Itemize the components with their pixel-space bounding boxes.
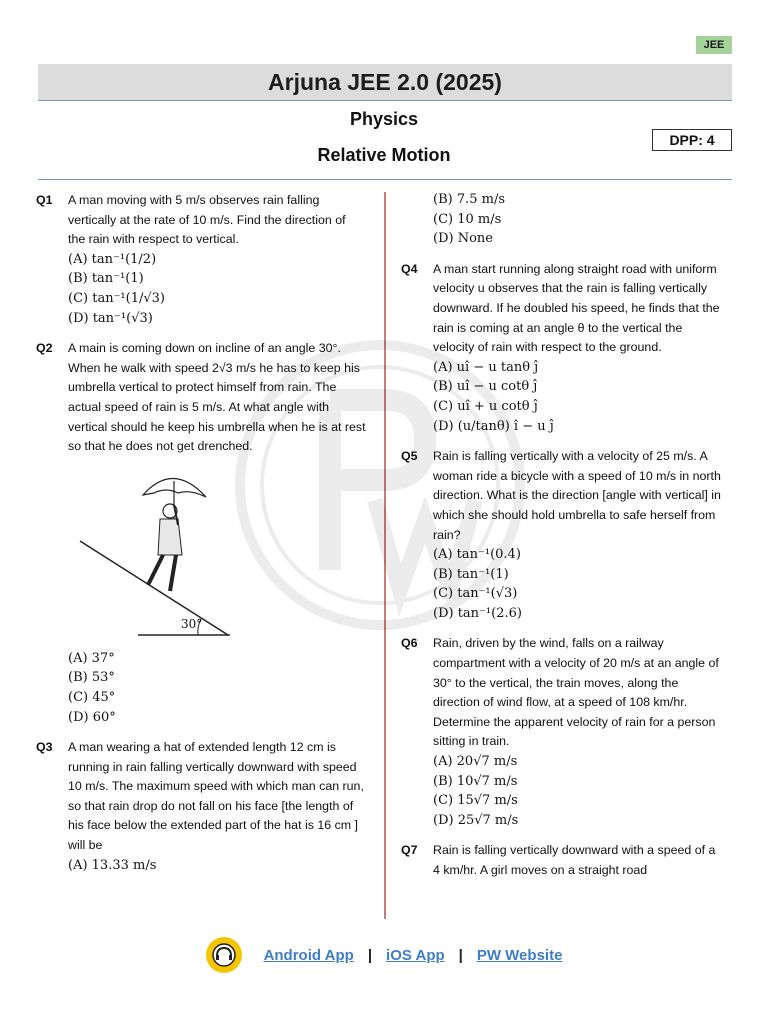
footer-separator: | — [367, 946, 373, 964]
android-app-link[interactable]: Android App — [263, 946, 354, 964]
option-a: (A) 37° — [68, 650, 115, 666]
incline-angle-label: 30° — [181, 616, 203, 631]
customer-service-icon — [206, 937, 242, 973]
question-number: Q2 — [36, 341, 53, 356]
question-number: Q7 — [401, 843, 418, 858]
subject-heading: Physics — [349, 109, 419, 129]
option-d: (D) 60° — [68, 709, 116, 725]
option-c: (C) 15√7 m/s — [433, 793, 518, 809]
footer-links — [0, 938, 768, 972]
option-b: (B) uî − u cotθ ĵ — [433, 379, 538, 395]
question-text: Rain is falling vertically with a velocity of 25 m/s. A woman ride a bicycle with a speed of 10 m/s in north direction. What is the direction [angle with vertical] in which she should hold umbrella to safe herself from rain? — [433, 449, 721, 542]
option-c: (C) uî + u cotθ ĵ — [433, 398, 538, 414]
question-q3 — [36, 738, 366, 875]
question-number: Q1 — [36, 193, 53, 207]
option-a: (A) tan⁻¹(1/2) — [68, 251, 157, 267]
incline-figure — [78, 463, 238, 643]
question-text: A man moving with 5 m/s observes rain falling vertically at the rate of 10 m/s. Find the direction of the rain with respect to vertical. — [68, 193, 346, 247]
option-d: (D) (u/tanθ) î − u ĵ — [433, 418, 554, 434]
option-c: (C) tan⁻¹(√3) — [433, 586, 518, 602]
footer-separator: | — [458, 946, 463, 964]
question-number: Q4 — [401, 261, 418, 276]
right-column — [401, 190, 721, 892]
option-a: (A) 20√7 m/s — [433, 754, 518, 770]
option-d: (D) tan⁻¹(2.6) — [433, 605, 522, 621]
man-with-umbrella-illustration — [78, 463, 238, 643]
option-a: (A) uî − u tanθ ĵ — [433, 359, 539, 375]
question-q6 — [401, 634, 721, 830]
option-b: (B) 10√7 m/s — [433, 773, 518, 789]
header-rule — [38, 179, 732, 180]
option-a: (A) tan⁻¹(0.4) — [433, 547, 521, 563]
dpp-box: DPP: 4 — [652, 129, 732, 151]
question-text: A man wearing a hat of extended length 12 cm is running in rain falling vertically downward with speed 10 m/s. The maximum speed with which man can run, so that rain drop do not fall on his face [the length of his face below the extended part of the hat is 16 cm ] will be — [68, 740, 364, 853]
option-b: (B) tan⁻¹(1) — [68, 271, 144, 287]
question-text: Rain, driven by the wind, falls on a railway compartment with a velocity of 20 m/s at an angle of 30° to the vertical, the train moves, along the direction of wind flow, at a speed of 108 km/hr. Determine the apparent velocity of rain for a person sitting in train. — [433, 636, 719, 749]
option-b: (B) 7.5 m/s — [433, 192, 506, 207]
question-q4 — [401, 260, 721, 436]
page-title: Arjuna JEE 2.0 (2025) — [38, 64, 732, 101]
exam-badge: JEE — [696, 36, 732, 54]
option-d: (D) tan⁻¹(√3) — [68, 310, 153, 326]
question-text: A man start running along straight road with uniform velocity u observes that the rain is falling vertically downward. If he doubled his speed, he finds that the rain is coming at an angle θ to the vertical the velocity of rain with respect to the ground. — [433, 261, 720, 355]
question-number: Q3 — [36, 740, 53, 755]
question-number: Q5 — [401, 449, 418, 464]
question-number: Q6 — [401, 636, 418, 651]
question-q5 — [401, 447, 721, 623]
chapter-heading: Relative Motion — [317, 145, 451, 165]
option-c: (C) 45° — [68, 689, 116, 705]
pw-website-link[interactable]: PW Website — [476, 946, 563, 964]
option-b: (B) tan⁻¹(1) — [433, 566, 509, 582]
option-b: (B) 53° — [68, 670, 115, 686]
question-q3-continued — [401, 190, 721, 249]
ios-app-link[interactable]: iOS App — [386, 946, 445, 964]
option-d: (D) None — [433, 231, 493, 247]
question-q2 — [36, 339, 366, 727]
question-q1 — [36, 191, 366, 328]
option-c: (C) tan⁻¹(1/√3) — [68, 290, 165, 306]
option-d: (D) 25√7 m/s — [433, 812, 519, 828]
left-column — [36, 191, 366, 886]
option-c: (C) 10 m/s — [433, 211, 502, 227]
question-text: Rain is falling vertically downward with a speed of a 4 km/hr. A girl moves on a straight road — [433, 843, 716, 877]
question-text: A main is coming down on incline of an angle 30°. When he walk with speed 2√3 m/s he has to keep his umbrella vertical to protect himself from rain. The actual speed of rain is 5 m/s. At what angle with vertical should he keep his umbrella when he is at rest so that he does not get drenched. — [68, 341, 366, 454]
option-a: (A) 13.33 m/s — [68, 857, 157, 873]
question-q7 — [401, 841, 721, 880]
